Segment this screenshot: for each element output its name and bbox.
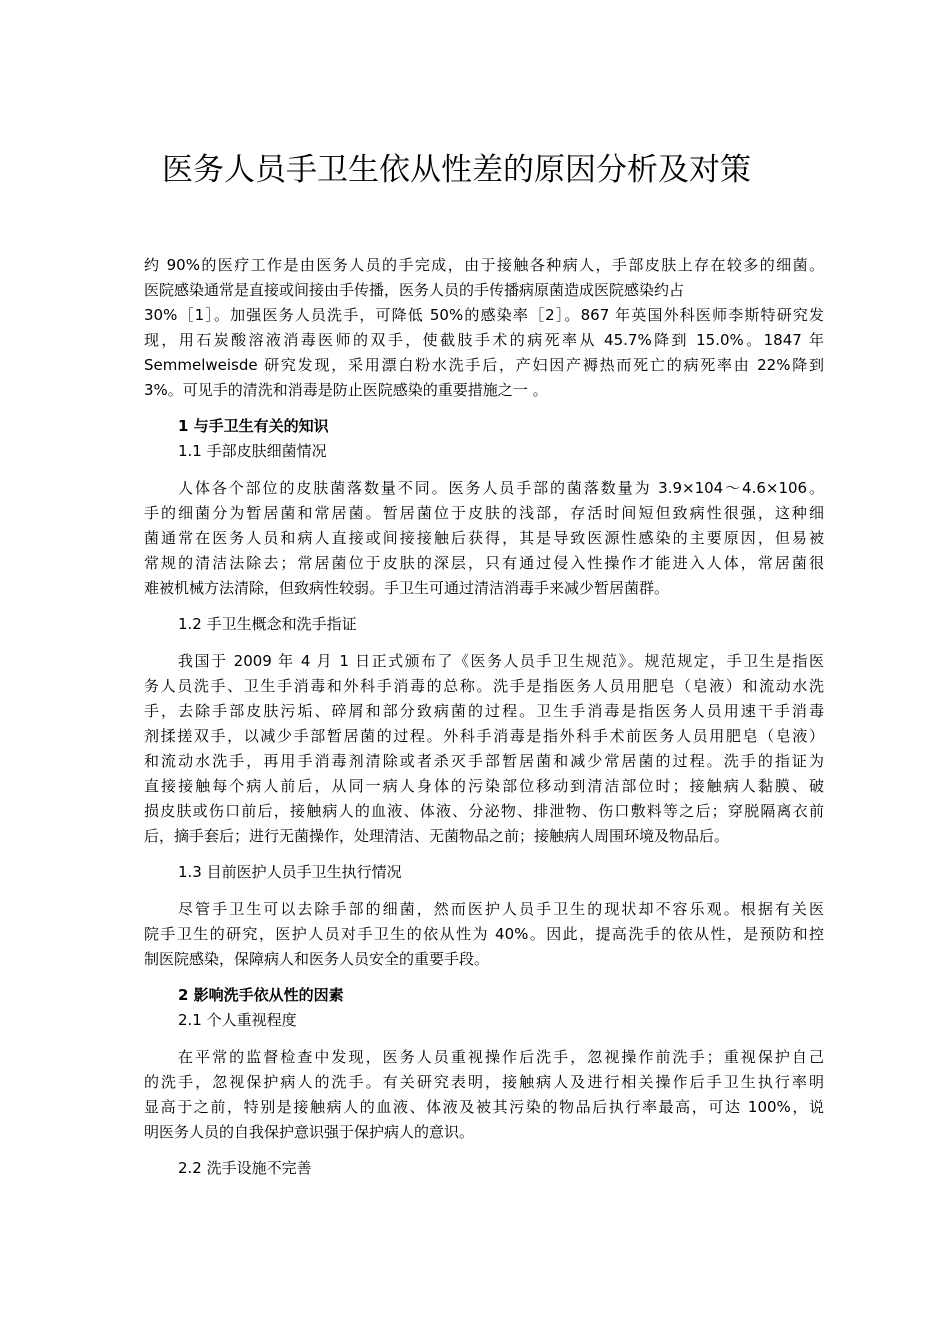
text-line: 2.2 洗手设施不完善 [178, 1159, 312, 1177]
text-line: 1.2 手卫生概念和洗手指证 [178, 615, 357, 633]
text-line: 现，用石炭酸溶液消毒医师的双手，使截肢手术的病死率从 45.7%降到 15.0%。1847 年 [144, 331, 824, 349]
text-line: 损皮肤或伤口前后，接触病人的血液、体液、分泌物、排泄物、伤口敷料等之后；穿脱隔离衣前 [144, 802, 824, 820]
text-line: 3%。可见手的清洗和消毒是防止医院感染的重要措施之一 。 [144, 381, 548, 399]
text-line: 的洗手，忽视保护病人的洗手。有关研究表明，接触病人及进行相关操作后手卫生执行率明 [144, 1073, 824, 1091]
text-line: 约 90%的医疗工作是由医务人员的手完成，由于接触各种病人，手部皮肤上存在较多的细菌。 [144, 256, 824, 274]
text-line: 院手卫生的研究，医护人员对手卫生的依从性为 40%。因此，提高洗手的依从性，是预防和控 [144, 925, 824, 943]
text-line: 2.1 个人重视程度 [178, 1011, 297, 1029]
section-heading: 2 影响洗手依从性的因素 [178, 986, 344, 1004]
text-line: 1.3 目前医护人员手卫生执行情况 [178, 863, 402, 881]
text-line: Semmelweisde 研究发现，采用漂白粉水洗手后，产妇因产褥热而死亡的病死率由 22%降到 [144, 356, 824, 374]
text-line: 手的细菌分为暂居菌和常居菌。暂居菌位于皮肤的浅部，存活时间短但致病性很强，这种细 [144, 504, 824, 522]
text-line: 菌通常在医务人员和病人直接或间接接触后获得，其是导致医源性感染的主要原因，但易被 [144, 529, 824, 547]
text-line: 务人员洗手、卫生手消毒和外科手消毒的总称。洗手是指医务人员用肥皂（皂液）和流动水洗 [144, 677, 824, 695]
text-line: 30%［1］。加强医务人员洗手，可降低 50%的感染率［2］。867 年英国外科医师李斯特研究发 [144, 306, 824, 324]
text-line: 剂揉搓双手，以减少手部暂居菌的过程。外科手消毒是指外科手术前医务人员用肥皂（皂液） [144, 727, 824, 745]
text-line: 难被机械方法清除，但致病性较弱。手卫生可通过清洁消毒手来减少暂居菌群。 [144, 579, 670, 597]
text-line: 我国于 2009 年 4 月 1 日正式颁布了《医务人员手卫生规范》。规范规定，手卫生是指医 [178, 652, 824, 670]
text-line: 制医院感染，保障病人和医务人员安全的重要手段。 [144, 950, 490, 968]
text-line: 直接接触每个病人前后，从同一病人身体的污染部位移动到清洁部位时；接触病人黏膜、破 [144, 777, 824, 795]
text-line: 常规的清洁法除去；常居菌位于皮肤的深层，只有通过侵入性操作才能进入人体，常居菌很 [144, 554, 824, 572]
text-line: 尽管手卫生可以去除手部的细菌，然而医护人员手卫生的现状却不容乐观。根据有关医 [178, 900, 824, 918]
document-title: 医务人员手卫生依从性差的原因分析及对策 [162, 152, 751, 188]
text-line: 显高于之前，特别是接触病人的血液、体液及被其污染的物品后执行率最高，可达 100%，说 [144, 1098, 824, 1116]
text-line: 1.1 手部皮肤细菌情况 [178, 442, 327, 460]
section-heading: 1 与手卫生有关的知识 [178, 417, 329, 435]
text-line: 手，去除手部皮肤污垢、碎屑和部分致病菌的过程。卫生手消毒是指医务人员用速干手消毒 [144, 702, 824, 720]
text-line: 和流动水洗手，再用手消毒剂清除或者杀灭手部暂居菌和减少常居菌的过程。洗手的指证为 [144, 752, 824, 770]
text-line: 医院感染通常是直接或间接由手传播，医务人员的手传播病原菌造成医院感染约占 [144, 281, 685, 299]
text-line: 明医务人员的自我保护意识强于保护病人的意识。 [144, 1123, 475, 1141]
text-line: 后，摘手套后；进行无菌操作，处理清洁、无菌物品之前；接触病人周围环境及物品后。 [144, 827, 730, 845]
text-line: 人体各个部位的皮肤菌落数量不同。医务人员手部的菌落数量为 3.9×104～4.6×106。 [178, 479, 824, 497]
text-line: 在平常的监督检查中发现，医务人员重视操作后洗手，忽视操作前洗手；重视保护自己 [178, 1048, 824, 1066]
